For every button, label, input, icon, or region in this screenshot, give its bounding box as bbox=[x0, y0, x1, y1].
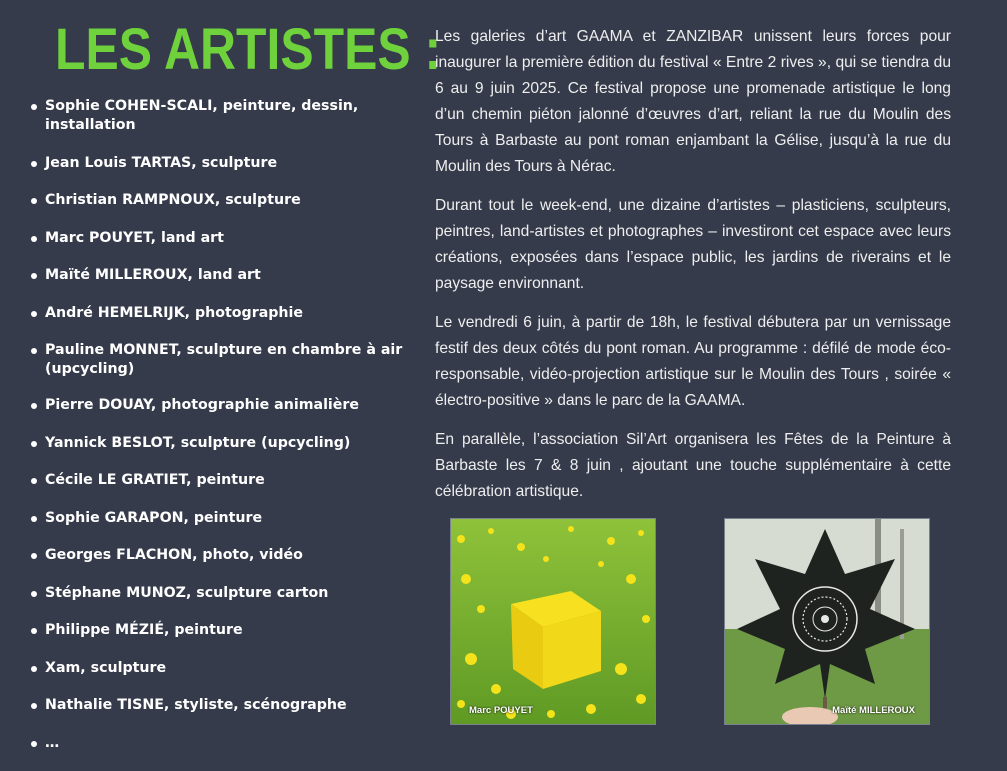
photo-maite-milleroux bbox=[724, 518, 930, 725]
photo-caption: Maïté MILLEROUX bbox=[832, 705, 915, 716]
list-item: Georges FLACHON, photo, vidéo bbox=[28, 546, 420, 565]
festival-description bbox=[435, 24, 951, 518]
list-item: Xam, sculpture bbox=[28, 659, 420, 678]
artist-list bbox=[28, 97, 420, 771]
artists-column bbox=[0, 0, 442, 752]
page-title: LES ARTISTES : bbox=[55, 17, 442, 82]
list-item: Pierre DOUAY, photographie animalière bbox=[28, 396, 420, 415]
paragraph-intro: Les galeries d’art GAAMA et ZANZIBAR unissent leurs forces pour inaugurer la première édition du festival « Entre 2 rives », qui se tiendra du 6 au 9 juin 2025. Ce festival propose une promenade artistique le long d’un chemin piéton jalonné d’œuvres d’art, reliant la rue du Moulin des Tours à Barbaste au pont roman enjambant la Gélise, jusqu’à la rue du Moulin des Tours à Nérac. bbox=[435, 28, 951, 175]
photo-marc-pouyet bbox=[450, 518, 656, 725]
list-item: Jean Louis TARTAS, sculpture bbox=[28, 154, 420, 173]
list-item: Sophie COHEN-SCALI, peinture, dessin, installation bbox=[28, 97, 420, 135]
list-item: Cécile LE GRATIET, peinture bbox=[28, 471, 420, 490]
list-item: André HEMELRIJK, photographie bbox=[28, 304, 420, 323]
paragraph-weekend: Durant tout le week-end, une dizaine d’artistes – plasticiens, sculpteurs, peintres, land-artistes et photographes – investiront cet espace avec leurs créations, exposées dans l’espace public, les jardins de riverains et le paysage environnant. bbox=[435, 197, 951, 292]
list-item: Sophie GARAPON, peinture bbox=[28, 509, 420, 528]
list-item: Christian RAMPNOUX, sculpture bbox=[28, 191, 420, 210]
list-item: Nathalie TISNE, styliste, scénographe bbox=[28, 696, 420, 715]
list-item: Yannick BESLOT, sculpture (upcycling) bbox=[28, 434, 420, 453]
list-item: … bbox=[28, 734, 420, 753]
photo-caption: Marc POUYET bbox=[469, 705, 533, 716]
list-item: Stéphane MUNOZ, sculpture carton bbox=[28, 584, 420, 603]
list-item: Marc POUYET, land art bbox=[28, 229, 420, 248]
leaf-mandala-image bbox=[725, 519, 929, 724]
list-item: Pauline MONNET, sculpture en chambre à air (upcycling) bbox=[28, 341, 420, 379]
list-item: Maïté MILLEROUX, land art bbox=[28, 266, 420, 285]
list-item: Philippe MÉZIÉ, peinture bbox=[28, 621, 420, 640]
paragraph-opening: Le vendredi 6 juin, à partir de 18h, le festival débutera par un vernissage festif des deux côtés du pont roman. Au programme : défilé de mode éco-responsable, vidéo-projection artistique sur le Moulin des Tours , soirée « électro-positive » dans le parc de la GAAMA. bbox=[435, 314, 951, 409]
paragraph-silart: En parallèle, l’association Sil’Art organisera les Fêtes de la Peinture à Barbaste les 7 & 8 juin , ajoutant une touche supplémentaire à cette célébration artistique. bbox=[435, 431, 951, 500]
dandelion-cube-image bbox=[451, 519, 655, 724]
